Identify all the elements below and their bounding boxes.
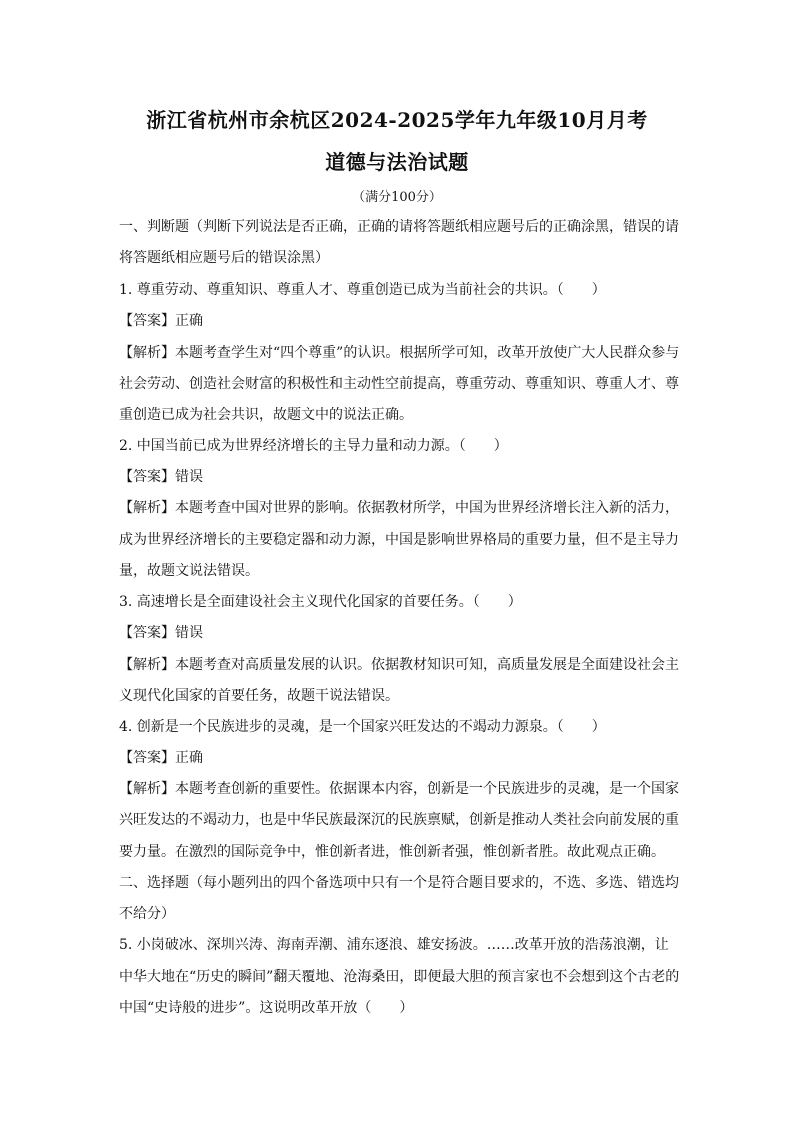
analysis-1-cont: 社会劳动、创造社会财富的积极性和主动性空前提高，尊重劳动、尊重知识、尊重人才、尊 xyxy=(119,376,679,392)
document-title: 浙江省杭州市余杭区2024-2025学年九年级10月月考 xyxy=(146,108,648,132)
question-5: 5. 小岗破冰、深圳兴涛、海南弄潮、浦东逐浪、雄安扬波。……改革开放的浩荡浪潮，让 xyxy=(119,937,669,953)
analysis-1: 【解析】本题考查学生对“四个尊重”的认识。根据所学可知，改革开放使广大人民群众参与 xyxy=(119,345,679,361)
analysis-4-cont: 要力量。在激烈的国际竞争中，惟创新者进，惟创新者强，惟创新者胜。故此观点正确。 xyxy=(119,844,665,860)
section-one-heading-cont: 将答题纸相应题号后的错误涂黑） xyxy=(119,250,329,266)
section-two-heading: 二、选择题（每小题列出的四个备选项中只有一个是符合题目要求的，不选、多选、错选均 xyxy=(119,875,679,891)
question-2: 2. 中国当前已成为世界经济增长的主导力量和动力源。（ ） xyxy=(119,438,508,454)
analysis-1-cont: 重创造已成为社会共识，故题文中的说法正确。 xyxy=(119,407,413,423)
question-3: 3. 高速增长是全面建设社会主义现代化国家的首要任务。（ ） xyxy=(119,594,522,610)
analysis-4: 【解析】本题考查创新的重要性。依据课本内容，创新是一个民族进步的灵魂，是一个国家 xyxy=(119,781,679,797)
answer-1: 【答案】正确 xyxy=(119,313,203,329)
document-subject-title: 道德与法治试题 xyxy=(325,150,469,174)
section-one-heading: 一、判断题（判断下列说法是否正确，正确的请将答题纸相应题号后的正确涂黑，错误的请 xyxy=(119,219,679,235)
analysis-2-cont: 量，故题文说法错误。 xyxy=(119,563,259,579)
score-note: （满分100分） xyxy=(352,190,442,205)
analysis-4-cont: 兴旺发达的不竭动力，也是中华民族最深沉的民族禀赋，创新是推动人类社会向前发展的重 xyxy=(119,812,679,828)
question-1: 1. 尊重劳动、尊重知识、尊重人才、尊重创造已成为当前社会的共识。（ ） xyxy=(119,282,606,298)
analysis-2: 【解析】本题考查中国对世界的影响。依据教材所学，中国为世界经济增长注入新的活力， xyxy=(119,500,679,516)
answer-4: 【答案】正确 xyxy=(119,750,203,766)
analysis-3-cont: 义现代化国家的首要任务，故题干说法错误。 xyxy=(119,688,399,704)
answer-2: 【答案】错误 xyxy=(119,469,203,485)
section-two-heading-cont: 不给分） xyxy=(119,906,175,922)
analysis-2-cont: 成为世界经济增长的主要稳定器和动力源，中国是影响世界格局的重要力量，但不是主导力 xyxy=(119,532,679,548)
question-5-cont: 中华大地在“历史的瞬间”翻天覆地、沧海桑田，即便最大胆的预言家也不会想到这个古老的 xyxy=(119,969,679,985)
analysis-3: 【解析】本题考查对高质量发展的认识。依据教材知识可知，高质量发展是全面建设社会主 xyxy=(119,657,679,673)
question-5-cont: 中国“史诗般的进步”。这说明改革开放（ ） xyxy=(119,1000,414,1016)
question-4: 4. 创新是一个民族进步的灵魂，是一个国家兴旺发达的不竭动力源泉。（ ） xyxy=(119,719,606,735)
answer-3: 【答案】错误 xyxy=(119,625,203,641)
